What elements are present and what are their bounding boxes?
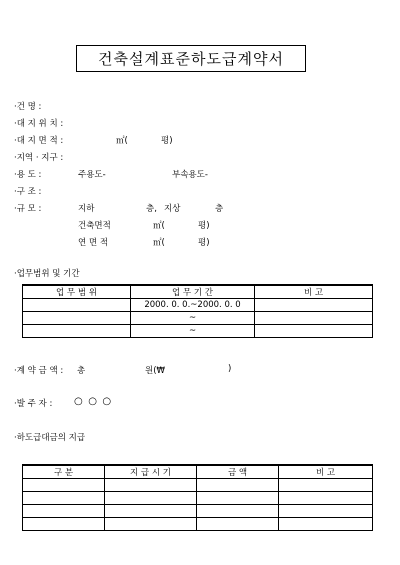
table-cell [197,518,279,531]
scope-heading: ·업무범위 및 기간 [14,269,80,279]
building-area-label: 건축면적 [78,221,111,231]
document-title: 건축설계표준하도급계약서 [76,45,306,72]
client-label: ·발 주 자 : [14,399,53,409]
contract-amount-label: ·계 약 금 액 : [14,366,64,376]
table-header-row [23,465,373,479]
header-remarks: 비 고 [279,465,373,479]
table-cell [105,479,197,492]
table-row [23,492,373,505]
site-area-pyeong: 평) [161,136,173,146]
table-cell [279,492,373,505]
table-cell [197,505,279,518]
header-period: 업 무 기 간 [131,285,255,299]
contract-amount-won: 원(₩ [145,366,165,376]
structure-label: ·구 조 : [14,187,42,197]
table-cell [23,479,105,492]
table-cell: ~ [131,325,255,338]
scale-label: ·규 모 : [14,204,42,214]
table-row [23,312,373,325]
scale-basement: 지하 [78,204,95,214]
payment-table [22,464,373,531]
table-row [23,299,373,312]
scale-floor-2: 층 [215,204,224,214]
client-value: ○ ○ ○ [74,396,113,407]
use-label: ·용 도 : [14,170,42,180]
table-cell [279,479,373,492]
table-cell: ~ [131,312,255,325]
total-floor-area-label: 연 면 적 [78,238,109,248]
contract-amount-close: ) [228,364,232,374]
building-area-unit: ㎡( [153,221,165,231]
total-floor-area-unit: ㎡( [153,238,165,248]
site-location-label: ·대 지 위 치 : [14,119,64,129]
table-row [23,518,373,531]
contract-amount-total: 총 [77,366,86,376]
header-category: 구 분 [23,465,105,479]
table-cell [255,325,373,338]
scope-table [22,284,373,338]
table-cell [197,492,279,505]
table-cell [23,312,131,325]
table-header-row [23,285,373,299]
zone-district-label: ·지역 · 지구 : [14,153,64,163]
table-cell [105,492,197,505]
table-cell [197,479,279,492]
scale-above: 지상 [164,204,181,214]
table-cell [105,505,197,518]
payment-heading: ·하도급대금의 지급 [14,433,86,443]
total-floor-area-pyeong: 평) [198,238,210,248]
table-cell [255,299,373,312]
header-amount: 금 액 [197,465,279,479]
sub-use: 부속용도- [172,170,208,180]
table-row [23,325,373,338]
table-row [23,505,373,518]
table-cell [23,505,105,518]
site-area-label: ·대 지 면 적 : [14,136,64,146]
table-cell [23,492,105,505]
table-cell [279,518,373,531]
main-use: 주용도- [78,170,106,180]
table-cell [279,505,373,518]
table-cell [105,518,197,531]
table-cell [23,299,131,312]
header-scope: 업 무 범 위 [23,285,131,299]
table-cell [255,312,373,325]
building-area-pyeong: 평) [198,221,210,231]
header-payment-time: 지 급 시 기 [105,465,197,479]
header-remarks: 비 고 [255,285,373,299]
table-cell: 2000. 0. 0.~2000. 0. 0 [131,299,255,312]
scale-floor-1: 층, [146,204,157,214]
table-cell [23,518,105,531]
table-row [23,479,373,492]
table-cell [23,325,131,338]
site-area-unit: ㎡( [116,136,128,146]
building-name-label: ·건 명 : [14,102,42,112]
